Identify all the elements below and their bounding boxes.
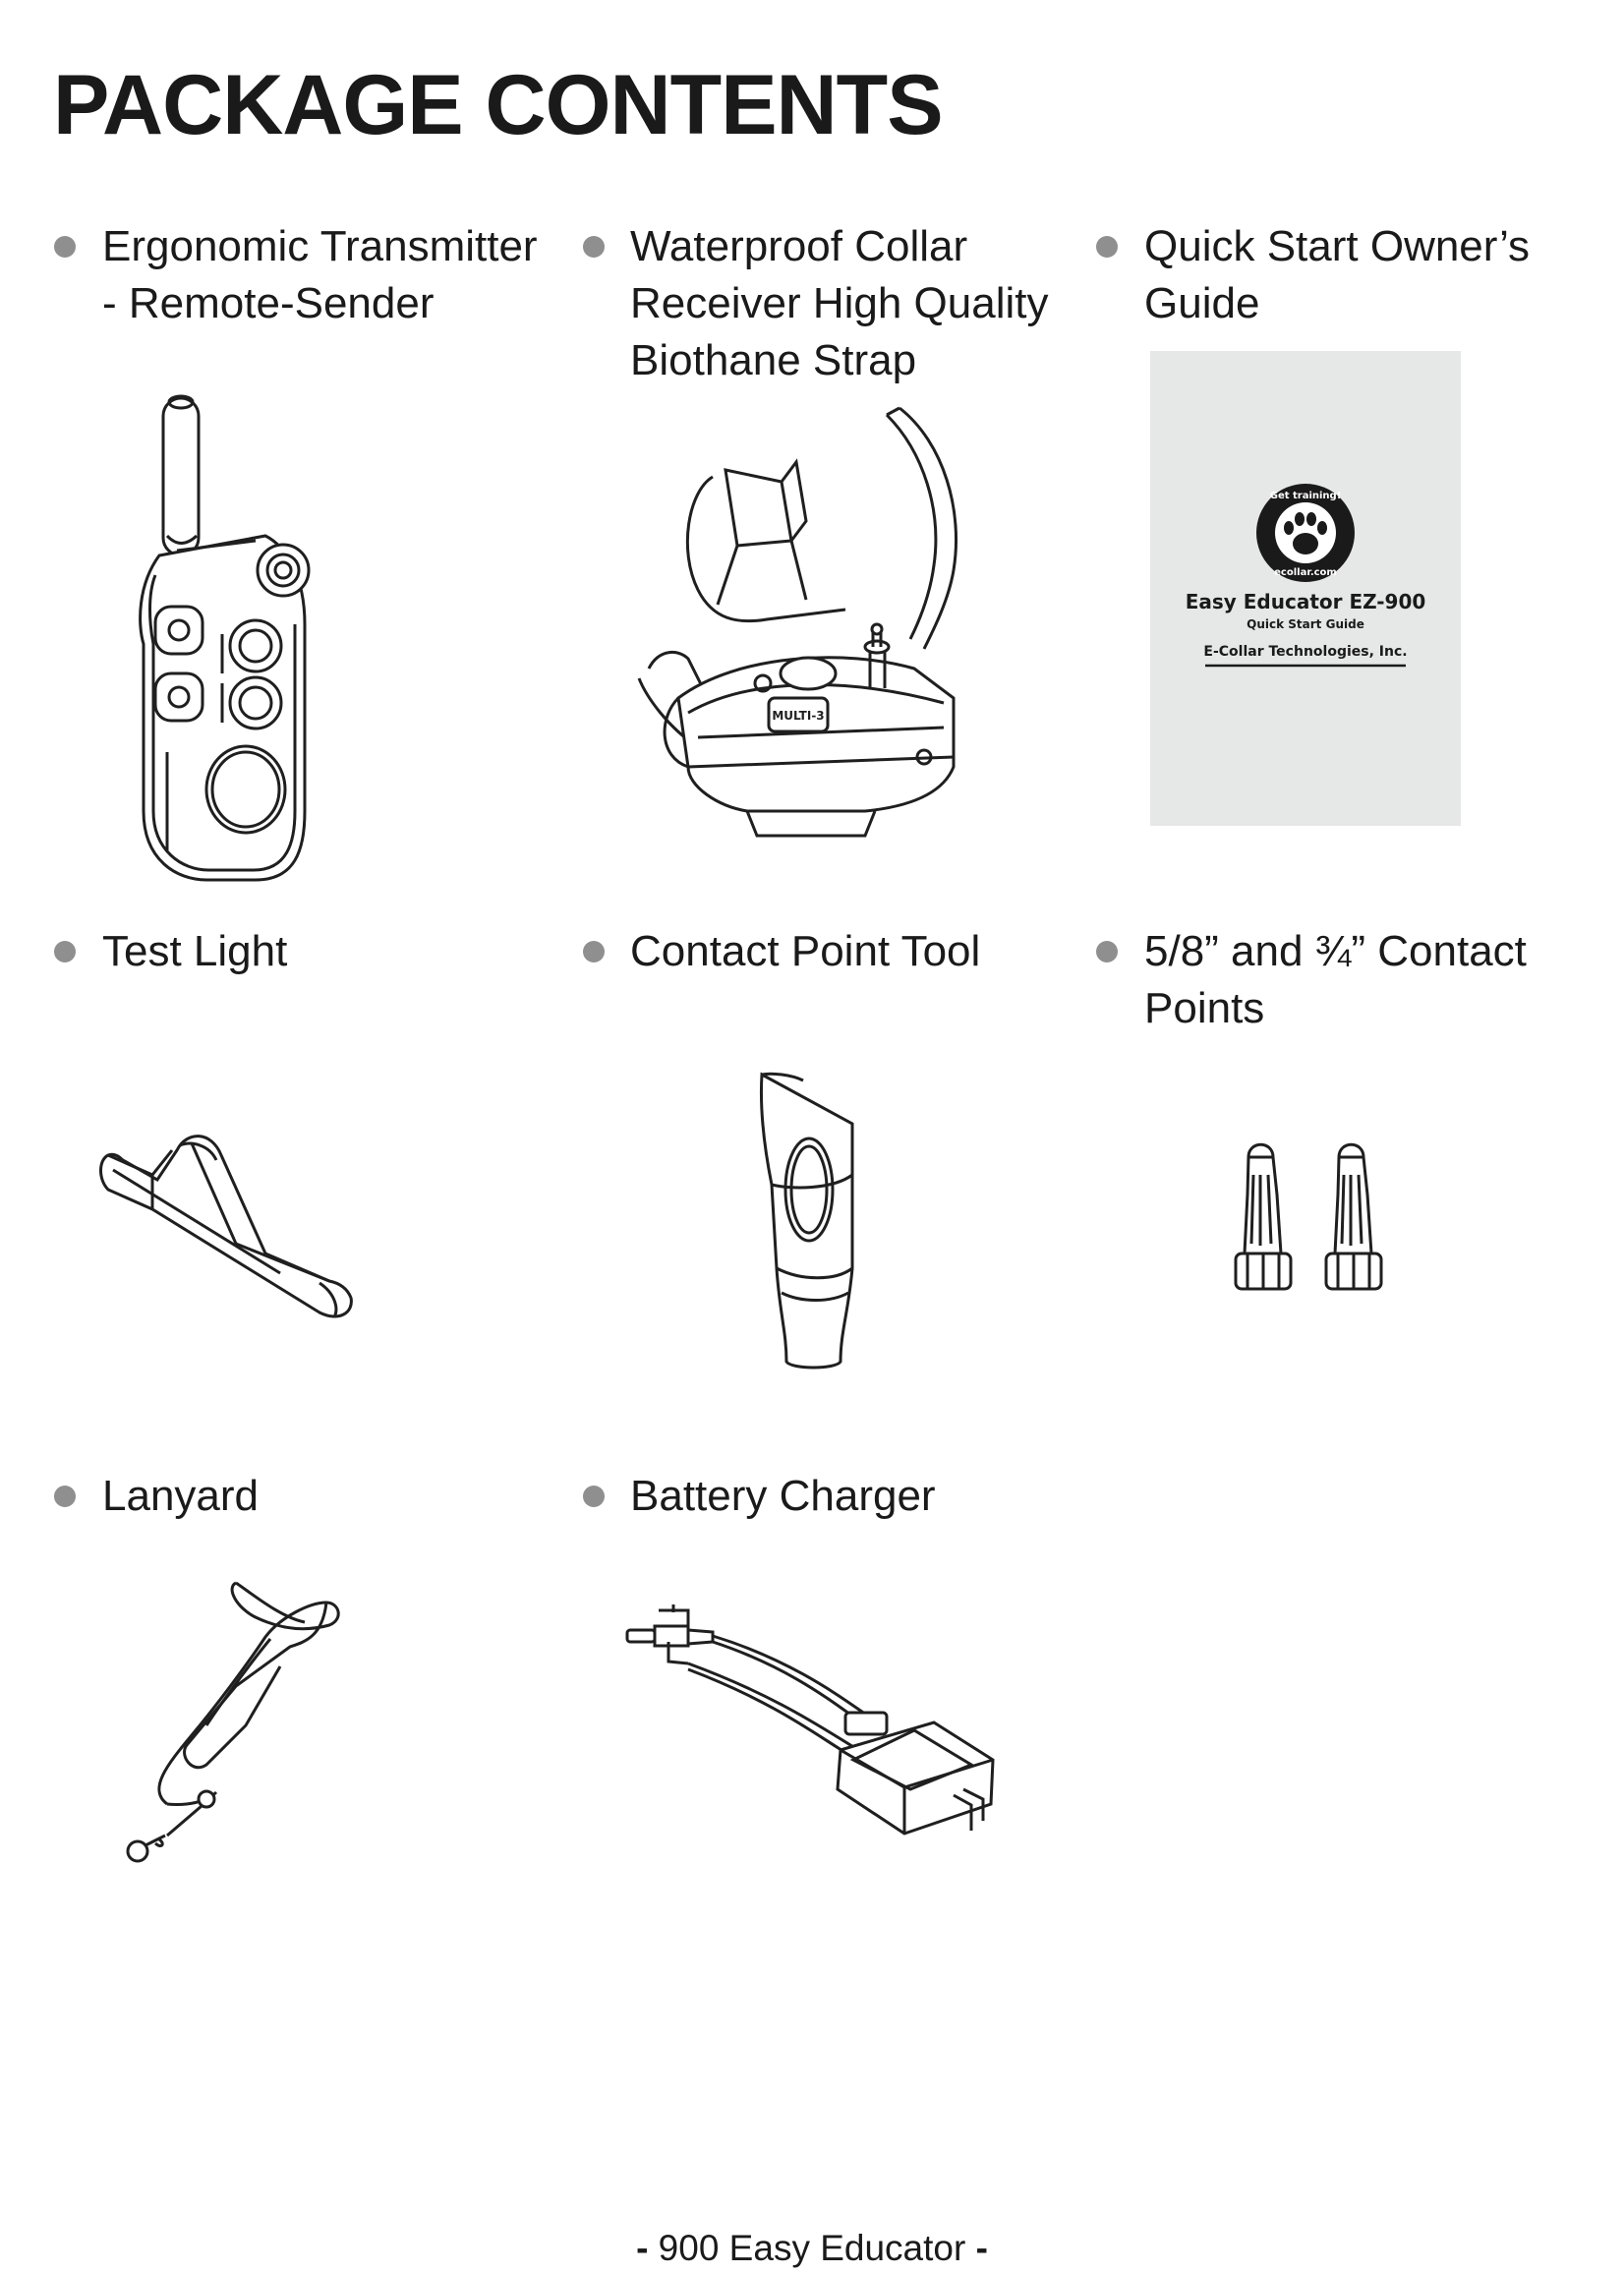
item-label: Contact Point Tool bbox=[630, 927, 981, 975]
item-label: Battery Charger bbox=[630, 1472, 936, 1520]
bullet-icon bbox=[583, 941, 605, 962]
transmitter-illustration bbox=[128, 388, 344, 890]
test-light-illustration bbox=[93, 1116, 369, 1327]
page-title: PACKAGE CONTENTS bbox=[53, 58, 943, 152]
bullet-icon bbox=[583, 1486, 605, 1507]
guide-subtitle: Quick Start Guide bbox=[1247, 617, 1364, 631]
bullet-icon bbox=[1096, 236, 1118, 258]
seal-bottom-text: ecollar.com bbox=[1274, 567, 1337, 578]
seal-top-text: Get training! bbox=[1269, 491, 1342, 501]
footer-dash-right: - bbox=[975, 2228, 988, 2268]
contact-points-illustration bbox=[1224, 1136, 1401, 1298]
item-label: Test Light bbox=[102, 927, 288, 975]
receiver-display-text: MULTI-3 bbox=[772, 709, 825, 723]
lanyard-illustration bbox=[108, 1578, 354, 1873]
collar-receiver-illustration bbox=[619, 403, 1013, 875]
bullet-icon bbox=[54, 1486, 76, 1507]
bullet-icon bbox=[583, 236, 605, 258]
page-footer bbox=[0, 2228, 1624, 2269]
contact-point-tool-illustration bbox=[742, 1067, 890, 1376]
guide-company: E-Collar Technologies, Inc. bbox=[1203, 644, 1408, 660]
battery-charger-illustration bbox=[619, 1603, 1003, 1843]
item-label: Lanyard bbox=[102, 1472, 260, 1520]
item-label: Quick Start Owner’s Guide bbox=[1144, 222, 1531, 327]
footer-text: 900 Easy Educator bbox=[658, 2228, 966, 2268]
footer-dash-left: - bbox=[636, 2228, 649, 2268]
item-label: Waterproof Collar Receiver High Quality Biothane Strap bbox=[630, 222, 1049, 384]
bullet-icon bbox=[1096, 941, 1118, 962]
bullet-icon bbox=[54, 236, 76, 258]
guide-booklet-illustration bbox=[1150, 351, 1461, 826]
bullet-icon bbox=[54, 941, 76, 962]
item-label: Ergonomic Transmitter - Remote-Sender bbox=[102, 222, 538, 327]
guide-title: Easy Educator EZ-900 bbox=[1185, 590, 1426, 613]
item-label: 5/8” and ¾” Contact Points bbox=[1144, 927, 1527, 1032]
